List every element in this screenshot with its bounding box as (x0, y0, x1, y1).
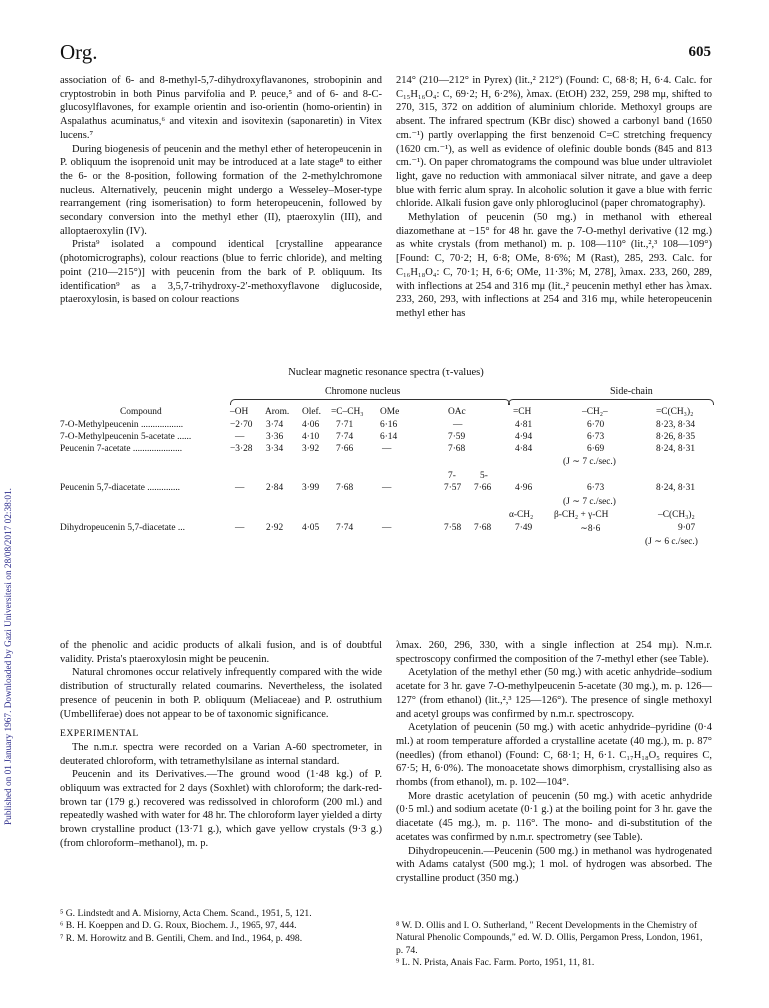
col-header-ch2: –CH₂– (582, 407, 608, 417)
cell-compound: Peucenin 7-acetate ..................... (60, 444, 183, 454)
cell: — (382, 483, 392, 493)
col-header-ch: =CH (513, 407, 532, 417)
col-header-olef: Olef. (302, 407, 322, 417)
cell: 7·74 (336, 432, 354, 442)
right-column-bottom (396, 639, 712, 886)
cell: 7·74 (336, 523, 354, 533)
subheader-beta-gamma: β-CH₂ + γ-CH (554, 510, 609, 520)
cell: −2·70 (230, 420, 253, 430)
cell: 7·59 (448, 432, 466, 442)
cell-compound: 7-O-Methylpeucenin 5-acetate ...... (60, 432, 192, 442)
cell: 2·92 (266, 523, 284, 533)
paragraph: Natural chromones occur relatively infrequently compared with the wide distribution of structurally related coumarins. Nevertheless, the isolated presence of peucenin in both P. obliquum (Meliaceae) and P. ostruthium (Umbelliferae) does not appear to be of taxonomic significance. (60, 667, 382, 720)
col-header-oac: OAc (448, 407, 466, 417)
cell: 4·06 (302, 420, 320, 430)
paragraph: association of 6- and 8-methyl-5,7-dihydroxyflavanones, strobopinin and cryptostrobin in both Pinus parvifolia and P. peuce,⁵ and of 6- and 8-C-glucosylflavones, for example orientin and iso-orientin (homo-orientin) in Aspalathus acuminatus,⁶ and vitexin and isovitexin (saponaretin) in Vitex lucens.⁷ (60, 75, 382, 141)
cell: 7·58 (444, 523, 462, 533)
cell: — (453, 420, 463, 430)
cell: 6·73 (587, 432, 605, 442)
subheader-oac-7: 7- (448, 471, 456, 481)
paragraph: More drastic acetylation of peucenin (50 mg.) with acetic anhydride (0·5 ml.) and sodium acetate (0·1 g.) at the boiling point for 3 hr. gave the diacetate (45 mg.), m. p. 116°. The mono- and di-substitution of the acetates was confirmed by n.m.r. spectrometry (see Table). (396, 790, 712, 843)
cell: 4·05 (302, 523, 320, 533)
table-caption: Nuclear magnetic resonance spectra (τ-values) (288, 367, 484, 378)
provenance-text: Published on 01 January 1967. Downloaded by Gazi Universitesi on 28/08/2017 02:38:01. (4, 488, 14, 825)
col-header-arom: Arom. (265, 407, 290, 417)
cell: — (235, 523, 245, 533)
cell: 7·68 (448, 444, 466, 454)
subheader-alpha-ch2: α-CH₂ (509, 510, 534, 520)
paragraph: During biogenesis of peucenin and the methyl ether of heteropeucenin in P. obliquum the isoprenoid unit may be introduced at a late stage⁸ to either the 6- or the 8-position, following formation of the 2-methylchromone nucleus. Alternatively, peucenin might undergo a Wesseley–Moser-type rearrangement (ring isomerisation) to form heteropeucenin, followed by secondary conversion into the methyl ether (II), ptaeroxylin (III), and alloptaeroxylin (IV). (60, 143, 382, 237)
col-header-ome: OMe (380, 407, 400, 417)
cell: 8·26, 8·35 (656, 432, 696, 442)
group-chromone-label: Chromone nucleus (325, 386, 401, 397)
cell: 2·84 (266, 483, 284, 493)
cell-compound: Dihydropeucenin 5,7-diacetate ... (60, 523, 185, 533)
subheader-oac-5: 5- (480, 471, 488, 481)
paragraph: of the phenolic and acidic products of alkali fusion, and is of doubtful validity. Prista's ptaeroxylosin might be peucenin. (60, 640, 382, 665)
cell: 8·23, 8·34 (656, 420, 696, 430)
cell: 7·68 (474, 523, 492, 533)
left-column-top (60, 74, 382, 307)
cell: — (382, 444, 392, 454)
cell: −3·28 (230, 444, 253, 454)
paragraph: Dihydropeucenin.—Peucenin (500 mg.) in methanol was hydrogenated with Adams catalyst (500 mg.); 1 mol. of hydrogen was absorbed. The crystalline product (350 mg.) (396, 845, 712, 884)
cell: 4·10 (302, 432, 320, 442)
group-side-label: Side-chain (610, 386, 653, 397)
cell: 4·94 (515, 432, 533, 442)
col-header-cch3: =C–CH₃ (331, 407, 364, 417)
cell-compound: Peucenin 5,7-diacetate .............. (60, 483, 181, 493)
left-column-bottom (60, 639, 382, 851)
right-column-top (396, 74, 712, 321)
cell: ∼8·6 (580, 524, 601, 534)
cell: 4·84 (515, 444, 533, 454)
footnote: ⁷ R. M. Horowitz and B. Gentili, Chem. and Ind., 1964, p. 498. (60, 932, 303, 944)
cell: 7·71 (336, 420, 354, 430)
footnote: ⁵ G. Lindstedt and A. Misiorny, Acta Chem. Scand., 1951, 5, 121. (60, 908, 312, 919)
cell: 9·07 (678, 523, 696, 533)
footnote: ⁶ B. H. Koeppen and D. G. Roux, Biochem. J., 1965, 97, 444. (60, 920, 297, 932)
paragraph: Acetylation of peucenin (50 mg.) with acetic anhydride–pyridine (0·4 ml.) at room temperature afforded a crystalline acetate (40 mg.), m. p. 87° (needles) (from ethanol) (Found: C, 68·1; H, 6·1. C₁₇H₁₈O₅ requires C, 67·5; H, 6·0%). The monoacetate shows dimorphism, crystallising also as rhombs (from ethanol), m. p. 102—104°. (396, 722, 712, 789)
provenance-sidebar (4, 205, 20, 825)
cell: — (235, 432, 245, 442)
col-header-oh: –OH (230, 407, 249, 417)
page-number: 605 (688, 44, 711, 60)
cell: 7·66 (336, 444, 354, 454)
cell: 6·69 (587, 444, 605, 454)
paragraph: Peucenin and its Derivatives.—The ground wood (1·48 kg.) of P. obliquum was extracted for 2 days (Soxhlet) with chloroform; the dark-red-brown tar (179 g.) recovered was redissolved in chloroform (200 ml.) and repeatedly washed with water for 48 hr. The chloroform layer yielded a dirty brown crystalline product (13·71 g.), which gave yellow crystals (9·3 g.) (from chloroform–methanol), m. p. (60, 769, 382, 849)
cell: 3·36 (266, 432, 284, 442)
cell: 7·57 (444, 483, 462, 493)
footnotes-right (396, 920, 712, 969)
cell-coupling: (J ∼ 7 c./sec.) (563, 457, 616, 467)
group-side-brace (508, 399, 714, 405)
footnote: ⁹ L. N. Prista, Anais Fac. Farm. Porto, 1951, 11, 81. (396, 956, 595, 968)
cell-compound: 7-O-Methylpeucenin .................. (60, 420, 184, 430)
paragraph: The n.m.r. spectra were recorded on a Varian A-60 spectrometer, in deuterated chloroform, with tetramethylsilane as internal standard. (60, 741, 382, 767)
paragraph: 214° (210—212° in Pyrex) (lit.,² 212°) (Found: C, 68·8; H, 6·4. Calc. for C₁₅H₁₆O₄: C, 69·2; H, 6·2%), λmax. (EtOH) 232, 259, 298 mμ, shifted to 270, 315, 372 on addition of aluminium chloride. Methoxyl groups are absent. The infrared spectrum (KBr disc) showed a carbonyl band (1650 cm.⁻¹) partly overlapping the first benzenoid C=C stretching frequency (1620 cm.⁻¹), as well as evidence of olefinic double bonds (845 and 813 cm.⁻¹). On paper chromatograms the compound was blue under ultraviolet light, gave no reduction with ammoniacal silver nitrate, and gave a deep blue with ferric alum spray. In alcoholic solution it gave a blue with ferric chloride. Alkali fusion gave only phloroglucinol (paper chromatography). (396, 75, 712, 210)
cell: 8·24, 8·31 (656, 444, 696, 454)
cell: 6·14 (380, 432, 398, 442)
cell: 4·96 (515, 483, 533, 493)
paragraph: Acetylation of the methyl ether (50 mg.) with acetic anhydride–sodium acetate for 3 hr. gave 7-O-methylpeucenin 5-acetate (30 mg.), m. p. 126—127° (from ethanol) (lit.,²,³ 125—126°). The presence of single methoxyl and acetyl groups was confirmed by n.m.r. spectroscopy. (396, 667, 712, 720)
cell: 7·66 (474, 483, 492, 493)
cell: 3·92 (302, 444, 320, 454)
cell: 6·73 (587, 483, 605, 493)
group-chromone-brace (230, 399, 510, 405)
col-header-cme2: =C(CH₃)₂ (656, 407, 694, 417)
paragraph: λmax. 260, 296, 330, with a single inflection at 254 mμ). N.m.r. spectroscopy confirmed the composition of the 7-methyl ether (see Table). (396, 640, 712, 665)
paragraph: Prista⁹ isolated a compound identical [crystalline appearance (photomicrographs), colour reactions (blue to ferric chloride), and melting point (210—215°)] with peucenin from the bark of P. obliquum. Its identification⁹ as a 3,5,7-trihydroxy-2′-methoxyflavone diglucoside, ptaeroxylosin, is based on colour reactions (60, 239, 382, 306)
journal-header: Org. (60, 40, 98, 64)
col-header-compound: Compound (120, 407, 162, 417)
cell: 4·81 (515, 420, 533, 430)
cell: 8·24, 8·31 (656, 483, 696, 493)
cell-coupling: (J ∼ 6 c./sec.) (645, 537, 698, 547)
footnote: ⁸ W. D. Ollis and I. O. Sutherland, " Recent Developments in the Chemistry of Natural Phenolic Compounds," ed. W. D. Ollis, Pergamon Press, London, 1961, p. 74. (396, 920, 703, 956)
cell: 7·68 (336, 483, 354, 493)
cell-coupling: (J ∼ 7 c./sec.) (563, 497, 616, 507)
cell: — (235, 483, 245, 493)
cell: 3·74 (266, 420, 284, 430)
subheader-cme2: –C(CH₃)₂ (658, 510, 695, 520)
nmr-table (60, 367, 712, 577)
footnotes-left (60, 908, 382, 945)
cell: 7·49 (515, 523, 533, 533)
cell: 6·70 (587, 420, 605, 430)
section-heading: EXPERIMENTAL (60, 728, 139, 740)
paragraph: Methylation of peucenin (50 mg.) in methanol with ethereal diazomethane at −15° for 48 hr. gave the 7-O-methyl derivative (12 mg.) as white crystals (from methanol) m. p. 108—110° (lit.,²,³ 108—109°) [Found: C, 70·2; H, 6·8; OMe, 8·6%; M (Rast), 285, 293. Calc. for C₁₆H₁₈O₄: C, 70·1; H, 6·6; OMe, 11·3%; M, 278], λmax. 233, 260, 289, with inflections at 254 and 316 mμ (lit.,² peucenin methyl ether has λmax. 233, 260, 293, with inflections at 254 and 316 mμ, while heteropeucenin methyl ether has (396, 212, 712, 319)
cell: — (382, 523, 392, 533)
cell: 3·34 (266, 444, 284, 454)
cell: 6·16 (380, 420, 398, 430)
cell: 3·99 (302, 483, 320, 493)
